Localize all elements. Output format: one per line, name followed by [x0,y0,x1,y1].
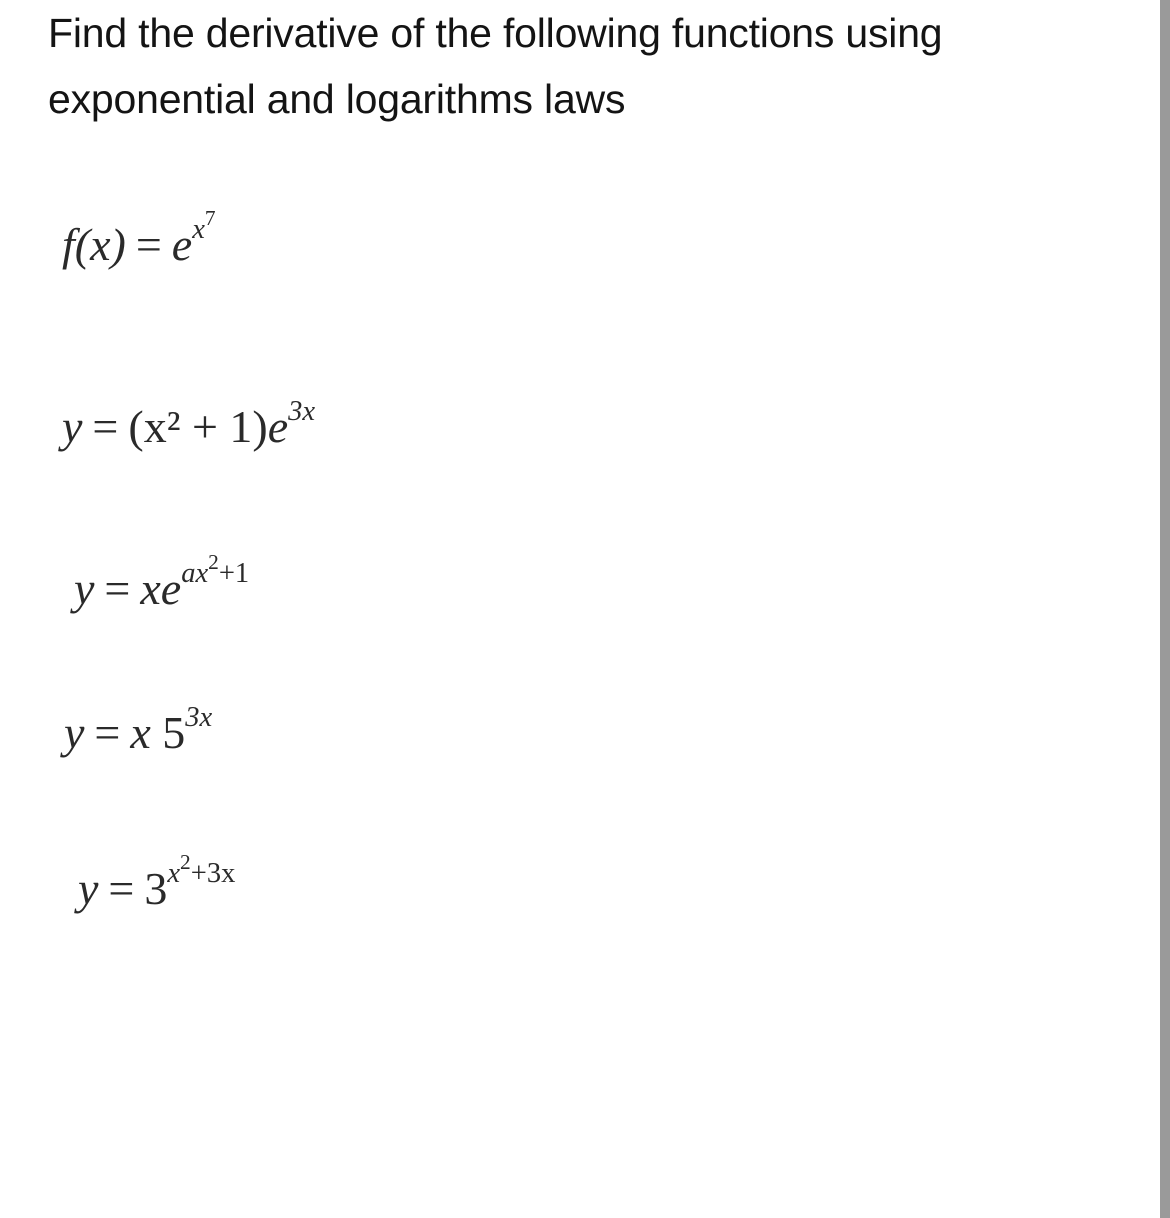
equation-1: $f(x) = e^{x^7}$ [62,206,216,271]
equation-5-exponent-tail: +3x [190,857,236,889]
equation-2-base: e [267,401,289,452]
equation-5-base: 3 [144,863,168,915]
equation-3-exponent-tail: +1 [218,557,250,589]
equation-3: $y = xe^{ax^2+1}$ [74,550,250,615]
equation-1-exponent: x [192,213,205,245]
prompt-line-2: exponential and logarithms laws [48,76,626,122]
equation-3-exponent: ax [181,557,209,589]
equation-4: y = x $5^{3x}$ [64,701,213,758]
equation-4-base: 5 [162,707,186,758]
vertical-scrollbar[interactable] [1160,0,1170,1218]
equation-5-exponent: x [167,857,181,889]
equation-3-base: e [160,563,182,615]
equation-2-exponent: 3x [288,395,316,427]
prompt-line-1: Find the derivative of the following functions using [48,10,943,56]
equation-5: $y = 3^{x^2+3x}$ [78,850,236,915]
equation-4-lhs: y [64,707,85,758]
question-prompt [48,0,1128,132]
equation-2: $y = (x^2 + 1)e^{3x}$ [62,395,316,452]
equation-1-exponent-power: 7 [204,206,216,230]
equation-5-exponent-power: 2 [180,850,191,874]
equation-5-lhs: y [78,863,99,915]
equation-2-lhs: y [62,401,83,452]
equation-4-exponent: 3x [185,701,213,733]
equation-4-factor: x [130,707,151,758]
equation-2-factor: (x² + 1) [128,401,268,452]
equation-1-lhs: f(x) [62,219,126,271]
equation-3-lhs: y [74,563,95,615]
equation-3-factor: x [140,563,161,615]
equation-1-base: e [171,219,193,271]
equation-3-exponent-power: 2 [208,550,219,574]
